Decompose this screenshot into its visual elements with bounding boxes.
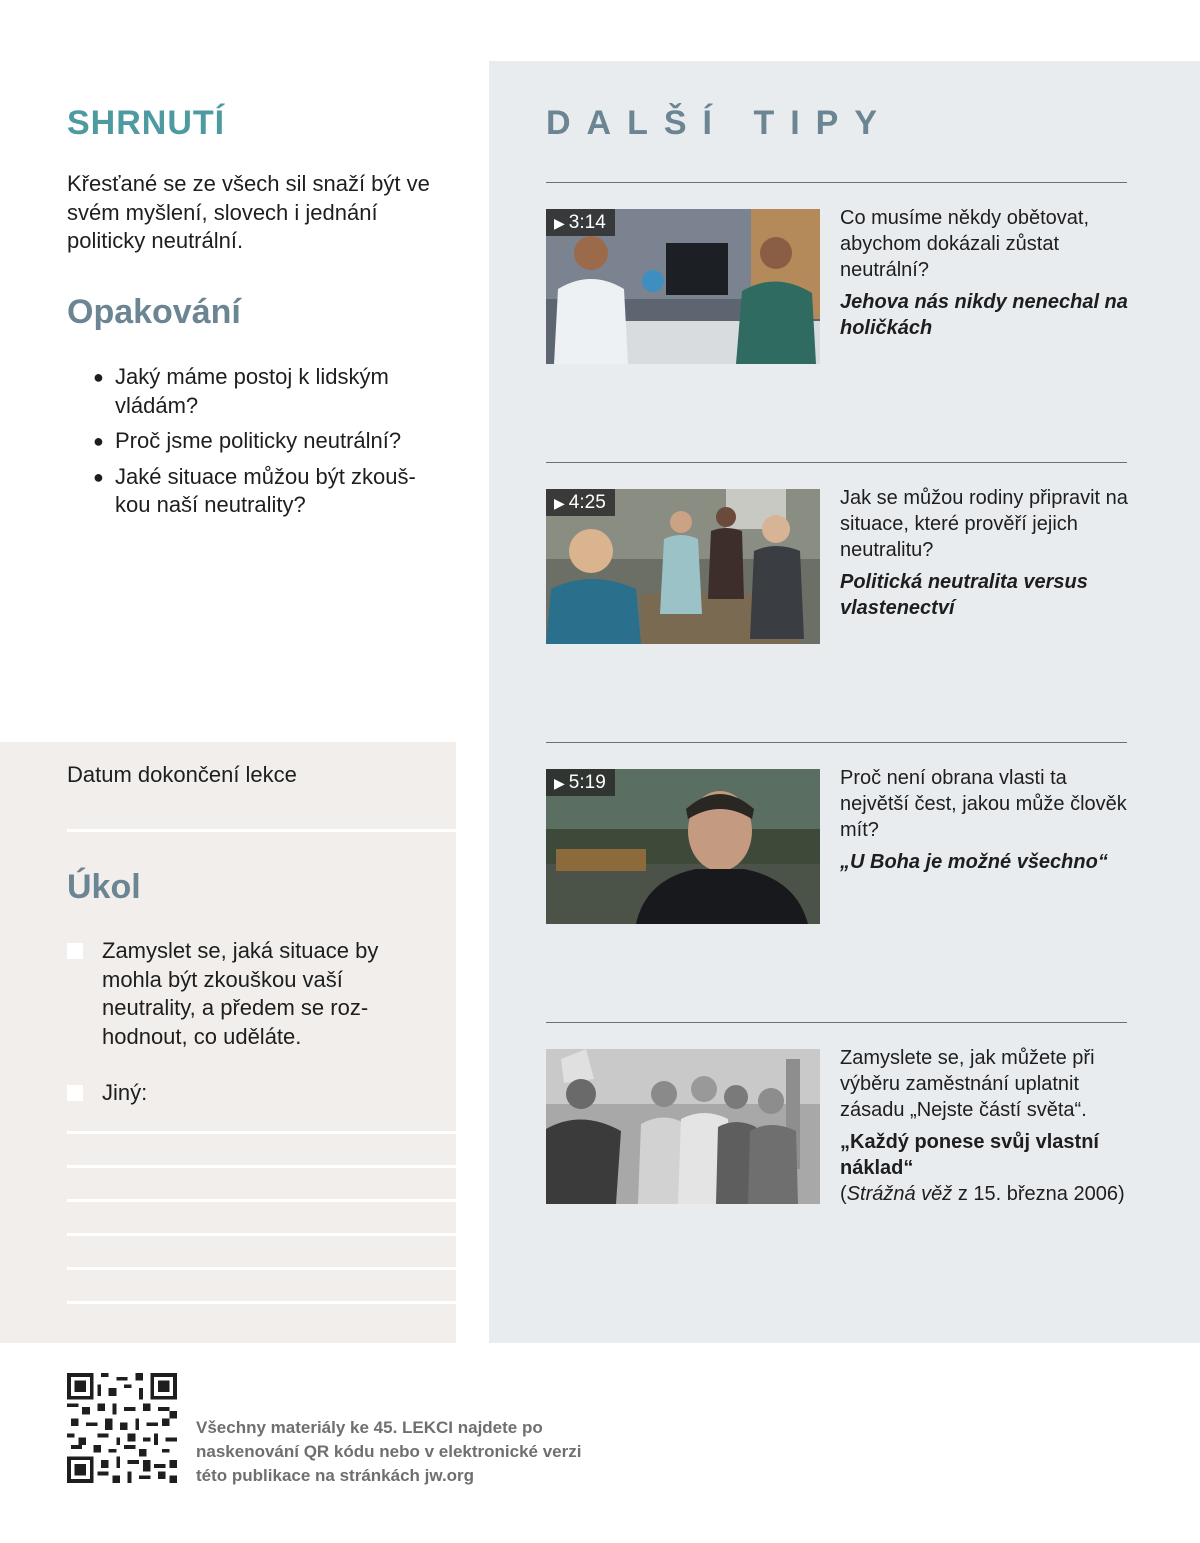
tip-question: Proč není obrana vlasti ta největší čest, jakou může člověk mít? [840, 767, 1127, 841]
tip-question: Zamyslete se, jak můžete při výběru zaměstnání uplatnit zásadu „Nejste částí světa“. [840, 1047, 1095, 1121]
task-checkbox[interactable] [67, 1085, 83, 1101]
list-item [93, 427, 443, 456]
play-icon: ▶ [554, 215, 565, 231]
writing-line[interactable] [67, 1131, 456, 1134]
qr-code-icon[interactable] [67, 1373, 177, 1483]
tip-item [840, 205, 1130, 341]
video-duration: 3:14 [568, 212, 606, 233]
list-item [93, 363, 443, 420]
task-option [67, 937, 397, 1051]
video-duration-badge [546, 209, 615, 236]
review-heading: Opakování [67, 293, 241, 331]
divider [546, 1022, 1127, 1023]
divider [546, 182, 1127, 183]
task-option-other [67, 1079, 397, 1108]
further-tips-heading: DALŠÍ TIPY [546, 104, 894, 142]
source-publication: Strážná věž [846, 1183, 953, 1205]
task-heading: Úkol [67, 868, 141, 906]
classroom-video-thumbnail[interactable] [546, 489, 820, 644]
man-portrait-video-thumbnail[interactable] [546, 769, 820, 924]
tip-item [840, 765, 1130, 875]
source-open-paren: ( [840, 1183, 847, 1205]
list-item [93, 463, 443, 520]
writing-line[interactable] [67, 1165, 456, 1168]
video-duration: 4:25 [568, 492, 606, 513]
tip-video-link[interactable]: Politická neutralita versus vlastenectví [840, 571, 1088, 619]
play-icon: ▶ [554, 775, 565, 791]
task-checkbox[interactable] [67, 943, 83, 959]
office-meeting-video-thumbnail[interactable] [546, 209, 820, 364]
completion-date-label: Datum dokončení lekce [67, 762, 297, 787]
bullet-icon: ● [93, 466, 104, 487]
source-date: z 15. března 2006) [952, 1183, 1125, 1205]
tip-item [840, 1045, 1130, 1207]
writing-line[interactable] [67, 1301, 456, 1304]
writing-line[interactable] [67, 1199, 456, 1202]
tip-question: Co musíme někdy obětovat, abychom dokázali zůstat neutrální? [840, 207, 1090, 281]
completion-date-field[interactable] [67, 829, 456, 832]
writing-line[interactable] [67, 1267, 456, 1270]
divider [546, 742, 1127, 743]
bullet-icon: ● [93, 431, 104, 451]
tip-video-link[interactable]: Jehova nás nikdy nenechal na holičkách [840, 291, 1128, 339]
review-question: Jaký máme postoj k lidským vládám? [115, 364, 389, 418]
video-duration-badge [546, 489, 615, 516]
tip-item [840, 485, 1130, 621]
task-option-label: Zamyslet se, jaká situace by mohla být zkouškou vaší neutrality, a předem se rozhodnout, co uděláte. [102, 938, 379, 1049]
task-option-label: Jiný: [102, 1080, 148, 1105]
bullet-icon: ● [93, 367, 104, 387]
divider [546, 462, 1127, 463]
tip-article-link[interactable]: „Každý ponese svůj vlastní náklad“ [840, 1131, 1099, 1179]
summary-heading: SHRNUTÍ [67, 104, 226, 142]
summary-text: Křesťané se ze všech sil snaží být ve svém myšlení, slovech i jednání politicky neutrální. [67, 171, 430, 253]
tip-video-link[interactable]: „U Boha je možné všechno“ [840, 851, 1108, 873]
review-question: Jaké situace můžou být zkouškou naší neutrality? [115, 463, 416, 517]
video-duration: 5:19 [568, 772, 606, 793]
writing-line[interactable] [67, 1233, 456, 1236]
footer-note: Všechny materiály ke 45. LEKCI najdete po naskenování QR kódu nebo v elektronické verzi této publikace na stránkách jw.org [196, 1418, 582, 1485]
ancient-court-illustration[interactable] [546, 1049, 820, 1204]
tip-question: Jak se můžou rodiny připravit na situace, které prověří jejich neutralitu? [840, 487, 1128, 561]
video-duration-badge [546, 769, 615, 796]
tip-source [840, 1181, 1130, 1207]
play-icon: ▶ [554, 495, 565, 511]
review-question: Proč jsme politicky neutrální? [115, 428, 402, 453]
review-list [93, 363, 443, 527]
